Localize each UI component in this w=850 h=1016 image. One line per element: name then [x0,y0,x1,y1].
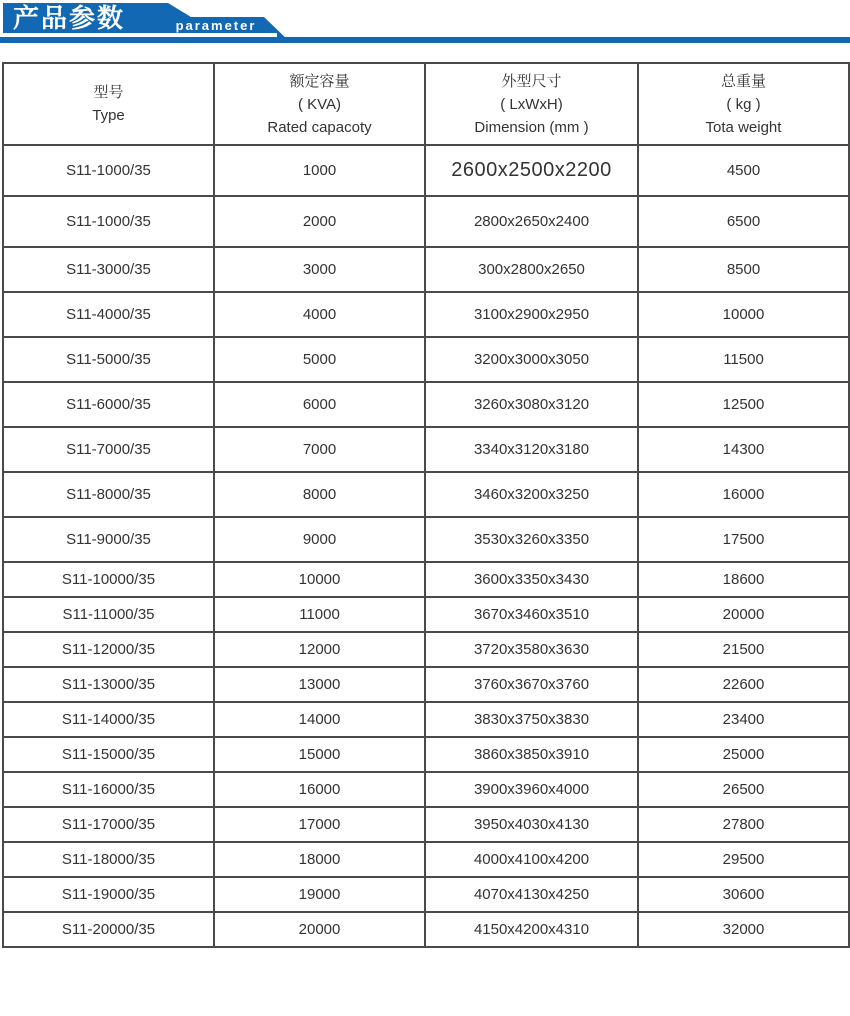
cell-rated-capacity: 5000 [214,337,425,382]
column-header-line: Tota weight [705,118,782,136]
cell-total-weight: 27800 [638,807,849,842]
cell-total-weight: 26500 [638,772,849,807]
cell-type: S11-5000/35 [3,337,214,382]
cell-total-weight: 29500 [638,842,849,877]
column-header [214,63,425,145]
cell-total-weight: 4500 [638,145,849,196]
cell-type: S11-19000/35 [3,877,214,912]
table-row [3,427,849,472]
cell-dimension: 4000x4100x4200 [425,842,638,877]
cell-rated-capacity: 17000 [214,807,425,842]
cell-dimension: 4150x4200x4310 [425,912,638,947]
cell-type: S11-1000/35 [3,196,214,247]
table-row [3,912,849,947]
column-header-line: Rated capacoty [267,118,372,136]
cell-rated-capacity: 15000 [214,737,425,772]
cell-total-weight: 32000 [638,912,849,947]
cell-rated-capacity: 1000 [214,145,425,196]
cell-type: S11-14000/35 [3,702,214,737]
product-parameter-table [2,62,850,948]
cell-dimension: 3720x3580x3630 [425,632,638,667]
column-header [638,63,849,145]
cell-type: S11-17000/35 [3,807,214,842]
cell-total-weight: 16000 [638,472,849,517]
cell-type: S11-8000/35 [3,472,214,517]
column-header-line: 型号 [93,84,124,101]
cell-rated-capacity: 18000 [214,842,425,877]
cell-type: S11-6000/35 [3,382,214,427]
cell-total-weight: 6500 [638,196,849,247]
cell-total-weight: 10000 [638,292,849,337]
table-row [3,562,849,597]
cell-type: S11-20000/35 [3,912,214,947]
cell-type: S11-13000/35 [3,667,214,702]
cell-type: S11-9000/35 [3,517,214,562]
cell-rated-capacity: 4000 [214,292,425,337]
cell-type: S11-15000/35 [3,737,214,772]
cell-total-weight: 30600 [638,877,849,912]
cell-total-weight: 17500 [638,517,849,562]
cell-rated-capacity: 11000 [214,597,425,632]
table-row [3,597,849,632]
table-row [3,292,849,337]
banner-underline-rule [0,37,850,43]
cell-total-weight: 12500 [638,382,849,427]
cell-type: S11-18000/35 [3,842,214,877]
cell-rated-capacity: 12000 [214,632,425,667]
cell-rated-capacity: 10000 [214,562,425,597]
table-row [3,877,849,912]
cell-type: S11-11000/35 [3,597,214,632]
cell-rated-capacity: 16000 [214,772,425,807]
cell-dimension: 2600x2500x2200 [425,145,638,196]
cell-dimension: 3670x3460x3510 [425,597,638,632]
cell-dimension: 3200x3000x3050 [425,337,638,382]
cell-dimension: 3600x3350x3430 [425,562,638,597]
column-header-line: Dimension (mm ) [474,118,589,136]
cell-dimension: 3860x3850x3910 [425,737,638,772]
cell-dimension: 3530x3260x3350 [425,517,638,562]
cell-rated-capacity: 13000 [214,667,425,702]
section-header-banner [0,0,850,46]
table-row [3,667,849,702]
cell-dimension: 300x2800x2650 [425,247,638,292]
cell-dimension: 3950x4030x4130 [425,807,638,842]
cell-type: S11-16000/35 [3,772,214,807]
cell-rated-capacity: 2000 [214,196,425,247]
cell-dimension: 3830x3750x3830 [425,702,638,737]
cell-total-weight: 22600 [638,667,849,702]
table-row [3,247,849,292]
cell-dimension: 4070x4130x4250 [425,877,638,912]
table-row [3,737,849,772]
table-row [3,517,849,562]
cell-dimension: 3340x3120x3180 [425,427,638,472]
cell-dimension: 3100x2900x2950 [425,292,638,337]
cell-dimension: 3760x3670x3760 [425,667,638,702]
cell-dimension: 3460x3200x3250 [425,472,638,517]
table-row [3,632,849,667]
table-row [3,772,849,807]
cell-total-weight: 21500 [638,632,849,667]
table-row [3,472,849,517]
table-row [3,807,849,842]
table-header [3,63,849,145]
cell-total-weight: 23400 [638,702,849,737]
cell-rated-capacity: 9000 [214,517,425,562]
cell-type: S11-12000/35 [3,632,214,667]
cell-rated-capacity: 8000 [214,472,425,517]
column-header-line: Type [92,107,125,124]
table-row [3,702,849,737]
cell-type: S11-3000/35 [3,247,214,292]
page-subtitle: parameter [175,18,257,33]
table-row [3,337,849,382]
table-row [3,145,849,196]
table-row [3,382,849,427]
cell-total-weight: 8500 [638,247,849,292]
cell-total-weight: 25000 [638,737,849,772]
cell-type: S11-10000/35 [3,562,214,597]
cell-dimension: 2800x2650x2400 [425,196,638,247]
column-header-line: 额定容量 [289,72,350,90]
cell-total-weight: 14300 [638,427,849,472]
cell-rated-capacity: 14000 [214,702,425,737]
table-row [3,196,849,247]
cell-rated-capacity: 20000 [214,912,425,947]
cell-total-weight: 18600 [638,562,849,597]
cell-total-weight: 11500 [638,337,849,382]
table-body [3,145,849,947]
column-header [3,63,214,145]
column-header-line: 外型尺寸 [501,72,562,90]
cell-total-weight: 20000 [638,597,849,632]
column-header-line: ( LxWxH) [500,95,563,113]
cell-rated-capacity: 7000 [214,427,425,472]
column-header-line: ( KVA) [297,95,342,113]
cell-rated-capacity: 6000 [214,382,425,427]
table-row [3,842,849,877]
column-header [425,63,638,145]
cell-dimension: 3260x3080x3120 [425,382,638,427]
cell-rated-capacity: 3000 [214,247,425,292]
page-title: 产品参数 [13,3,126,33]
banner-ribbon-shape [0,0,850,46]
column-header-line: 总重量 [720,72,766,90]
cell-type: S11-1000/35 [3,145,214,196]
cell-dimension: 3900x3960x4000 [425,772,638,807]
cell-type: S11-4000/35 [3,292,214,337]
table-header-row [3,63,849,145]
cell-type: S11-7000/35 [3,427,214,472]
column-header-line: ( kg ) [726,95,761,113]
cell-rated-capacity: 19000 [214,877,425,912]
